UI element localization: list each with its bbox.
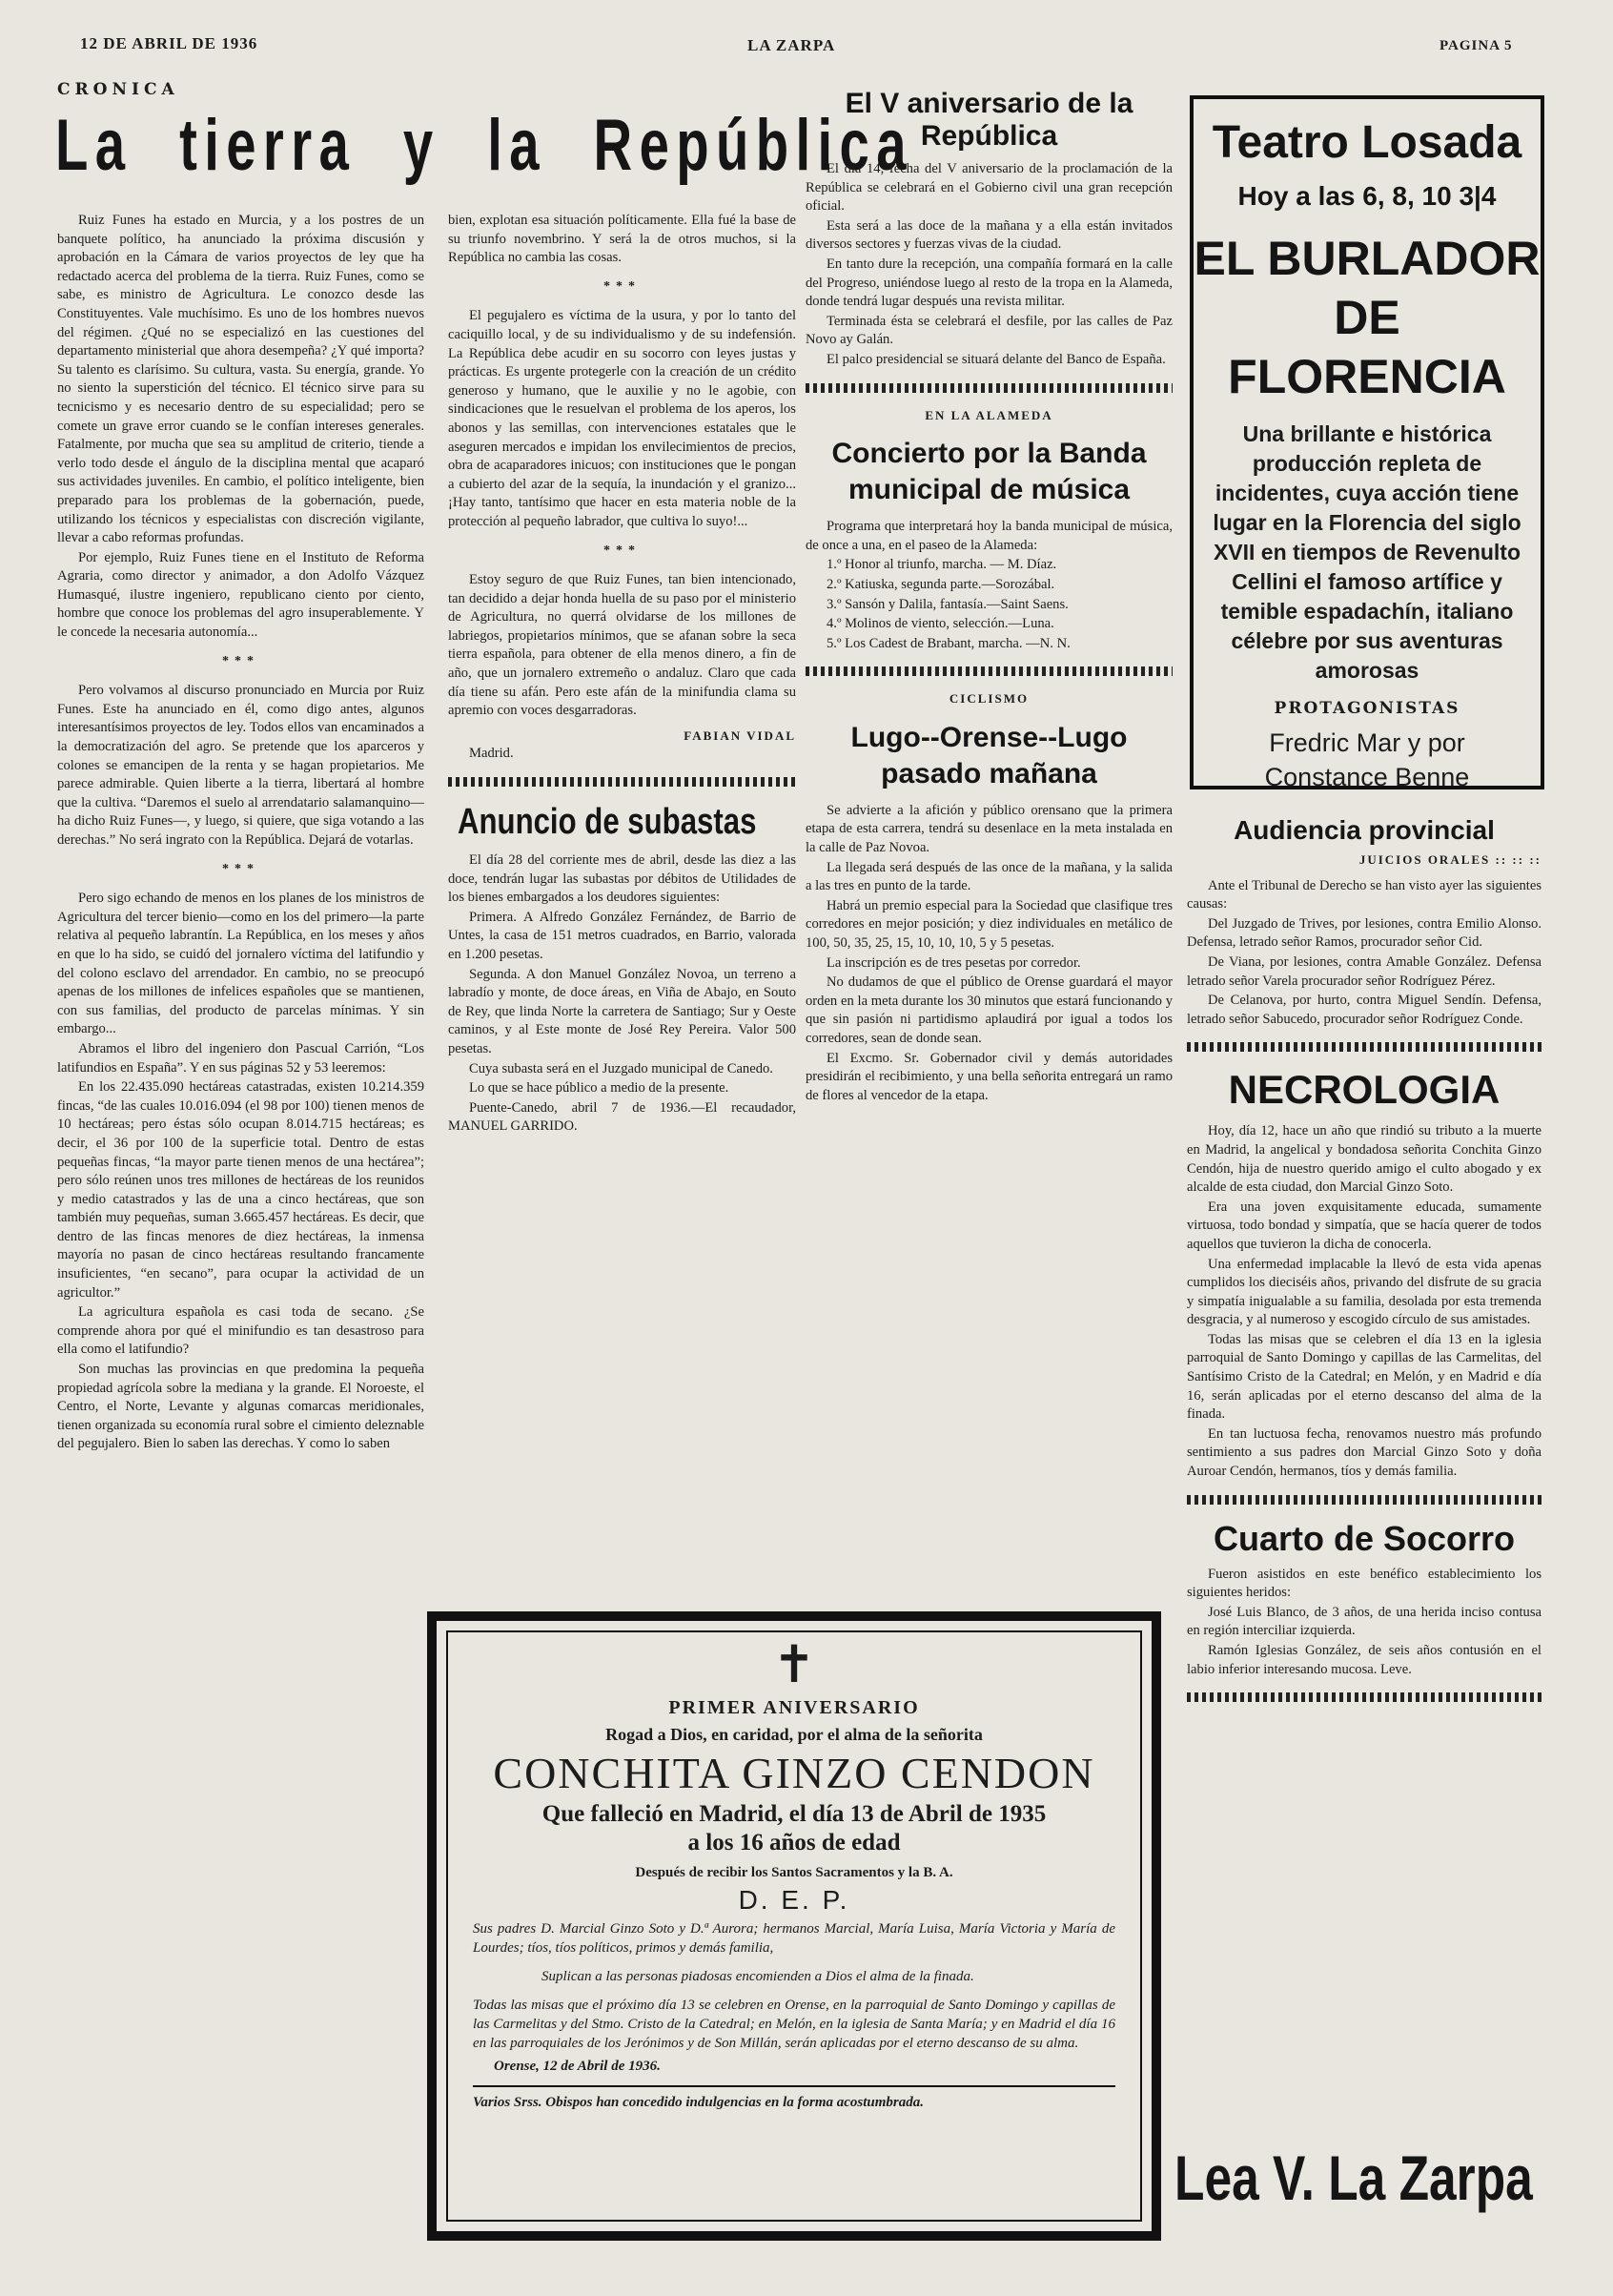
ciclismo-paragraph: La inscripción es de tres pesetas por corredor. [827,954,1081,971]
aniversario-paragraph: En tanto dure la recepción, una compañía formará en la calle del Progreso, uniéndose luego al resto de la tropa en la Alameda, donde tendrá lugar después una revista militar. [806,256,1173,310]
audiencia-paragraph: Del Juzgado de Trives, por lesiones, contra Emilio Alonso. Defensa, letrado señor Ramos, procurador señor Cid. [1187,915,1542,951]
cronica-signature: FABIAN VIDAL [684,728,796,743]
esquela-title: PRIMER ANIVERSARIO [668,1697,920,1718]
socorro-paragraph: José Luis Blanco, de 3 años, de una herida inciso contusa en región interciliar izquierda. [1187,1604,1542,1639]
cronica-paragraph: Pero volvamos al discurso pronunciado en Murcia por Ruiz Funes. Este ha anunciado en él, como digo antes, algunos interesantísimos proyectos de ley. Todos ellos van encaminados a la democratización del agro. Se pretende que los aparceros y colones se emancipen de la renta y se hagan propietarios. Me parece admirable. Quien liberte a la tierra, libertará al hombre que la cultiva. “Daremos el suelo al arrendatario salamanquino—ha dicho Ruiz Funes—, y luego, si quiere, que siga votando a las derechas.” No será ingrato con la República. Dejará de votarlas. [57,683,424,848]
subastas-paragraph: Puente-Canedo, abril 7 de 1936.—El recaudador, MANUEL GARRIDO. [448,1099,796,1135]
separator-dashes [1187,1495,1542,1505]
esquela-box [427,1611,1161,2241]
audiencia-paragraph: Ante el Tribunal de Derecho se han visto ayer las siguientes causas: [1187,877,1542,912]
cronica-place: Madrid. [469,746,514,762]
cross-icon: ✝ [772,1634,816,1694]
separator-dashes [806,666,1173,676]
necrologia-paragraph: Hoy, día 12, hace un año que rindió su tributo a la muerte en Madrid, la angelical y bondadosa señorita Conchita Ginzo Cendón, hija de nuestro querido amigo el culto abogado y ex alcalde de esta ciudad, don Marcial Ginzo Soto. [1187,1123,1542,1196]
esquela-fecha: Orense, 12 de Abril de 1936. [494,2059,661,2074]
cronica-column-2 [448,212,796,1138]
subastas-paragraph: El día 28 del corriente mes de abril, desde las diez a las doce, tendrán lugar las subastas por débitos de Utilidades de los bienes embargados a los deudores siguientes: [448,852,796,906]
separator-stars: *** [603,278,641,294]
esquela-dep: D. E. P. [738,1885,850,1915]
audiencia-sub: JUICIOS ORALES :: :: :: [1358,852,1542,867]
separator-stars: *** [222,653,259,668]
esquela-ruego: Rogad a Dios, en caridad, por el alma de la señorita [605,1725,983,1744]
column-3 [806,88,1173,1106]
concierto-item: 2.º Katiuska, segunda parte.—Sorozábal. [827,576,1055,592]
necrologia-paragraph: En tan luctuosa fecha, renovamos nuestro más profundo sentimiento a sus padres don Marcial Ginzo Soto y doña Auroar Cendón, hermanos, tíos y demás familia. [1187,1425,1542,1480]
header-title: LA ZARPA [747,36,836,54]
concierto-item: 3.º Sansón y Dalila, fantasía.—Saint Saens. [827,596,1069,612]
audiencia-headline: Audiencia provincial [1234,815,1495,845]
concierto-intro: Programa que interpretará hoy la banda municipal de música, de once a una, en el paseo de la Alameda: [806,519,1173,553]
necrologia-paragraph: Todas las misas que se celebren el día 13 en la iglesia parroquial de Santo Domingo y capillas de las Carmelitas, del Santísimo Cristo de la Catedral; en Melón, y en Madrid e día 16, serán aplicadas por el eterno descanso del alma de la finada. [1187,1331,1542,1423]
film-title-line1: EL BURLADOR [1194,232,1541,285]
concierto-item: 5.º Los Cadest de Brabant, marcha. —N. N. [827,635,1071,651]
actor-line-2: Constance Benne [1264,763,1470,791]
ciclismo-paragraph: Se advierte a la afición y público orensano que la primera etapa de esta carrera, tendrá su desenlace en la meta instalada en la calle de Paz Novoa. [806,802,1173,856]
actor-line-1: Fredric Mar y por [1269,728,1465,757]
teatro-times: Hoy a las 6, 8, 10 3|4 [1237,181,1497,211]
cronica-paragraph: Ruiz Funes ha estado en Murcia, y a los postres de un banquete político, ha anunciado la próxima discusión y aprobación en la Cámara de varios proyectos de ley que ha redactado acerca del problema de la tierra. Ruiz Funes, como se sabe, es ministro de Agricultura. Le conozco desde las Constituyentes. Vale muchísimo. Es uno de los hombres nuevos del régimen. ¿Qué no se especializó en las cuestiones del departamento ministerial que ahora desempeña? ¿Y qué importa? Su talento es clarísimo. Su cultura, vasta. Su energía, grande. Yo no siento la superstición del técnico. El técnico sirve para su tecnicismo y es necesario dentro de su especialidad; pero se comete un grave error cuando se le confían intereses generales. Fatalmente, por mucha que sea su amplitud de criterio, tiende a verlo todo desde el ángulo de la disciplina mental que acaparó sus actividades juveniles. En cambio, el político inteligente, bien preparado para los problemas de la gobernación, puede, utilizando los técnicos y especialistas con discreción vigilante, llevar a cabo reformas profundas. [57,213,424,546]
socorro-paragraph: Ramón Iglesias González, de seis años contusión en el labio inferior interesando mucosa. Leve. [1187,1643,1542,1677]
subastas-paragraph: Lo que se hace público a medio de la presente. [469,1080,729,1097]
subastas-paragraph: Segunda. A don Manuel González Novoa, un terreno a labradío y monte, de doce áreas, en Viña de Abajo, en Souto de Rey, que linda Norte la carretera de Santiago; Sur y Oeste caminos, y al Este monte de José Rey Pereira. Valor 500 pesetas. [448,966,796,1056]
teatro-ad [1190,95,1544,789]
subastas-paragraph: Primera. A Alfredo González Fernández, de Barrio de Untes, la casa de 151 metros cuadrados, en Barrio, valorada en 1.200 pesetas. [448,909,796,962]
separator-dashes [448,777,796,787]
separator-stars: *** [603,543,641,558]
socorro-paragraph: Fueron asistidos en este benéfico establecimiento los siguientes heridos: [1187,1566,1542,1601]
cronica-headline: La tierra y la República [55,105,913,186]
esquela-name: CONCHITA GINZO CENDON [493,1749,1095,1797]
aniversario-paragraph: El palco presidencial se situará delante del Banco de España. [827,351,1166,367]
separator-dashes [806,383,1173,393]
cronica-paragraph: Abramos el libro del ingeniero don Pascual Carrión, “Los latifundios en España”. Y en sus páginas 52 y 53 leeremos: [57,1040,424,1076]
film-description: Una brillante e histórica producción repleta de incidentes, cuya acción tiene lugar en la Florencia del siglo XVII en tiempos de Revenulto Cellini el famoso artífice y temible espadachín, italiano célebre por sus aventuras amorosas [1213,421,1521,683]
cronica-paragraph: Por ejemplo, Ruiz Funes tiene en el Instituto de Reforma Agraria, como director y animador, a don Adolfo Vázquez Humasqué, ilustre ingeniero, republicano ciento por ciento, hombre que conoce los problemas del agro insuperablemente. Y le concede la necesaria autonomía... [57,549,424,641]
socorro-headline: Cuarto de Socorro [1213,1518,1516,1558]
concierto-item: 1.º Honor al triunfo, marcha. — M. Díaz. [827,557,1057,573]
cronica-paragraph: bien, explotan esa situación políticamente. Ella fué la base de su triunfo novembrino. Y será la de otros muchos, si la República no cambia las cosas. [448,213,796,266]
subastas-paragraph: Cuya subasta será en el Juzgado municipal de Canedo. [469,1060,773,1076]
aniversario-paragraph: Terminada ésta se celebrará el desfile, por las calles de Paz Novo ay Galán. [806,313,1173,348]
esquela-obispos: Varios Srss. Obispos han concedido indulgencias en la forma acostumbrada. [473,2095,924,2110]
ciclismo-headline: Lugo--Orense--Lugo pasado mañana [850,721,1128,789]
column-4 [1187,814,1542,1715]
cronica-paragraph: Son muchas las provincias en que predomina la pequeña propiedad agrícola sobre la mediana y la grande. El Noroeste, el Centro, el Norte, Levante y algunas comarcas meridionales, tienen organizada su economía rural sobre el cimiento deleznable del pegujalero. Bien lo saben las derechas. Y como lo saben [57,1362,424,1452]
cronica-paragraph: En los 22.435.090 hectáreas catastradas, existen 10.214.359 fincas, “de las cuales 10.016.094 (el 98 por 100) tienen menos de 10 hectáreas; pero éstas sólo ocupan 8.014.715 hectáreas; es decir, el 36 por 100 de la superficie total. Dentro de estas pequeñas fincas, “la mayor parte tienen menos de una hectárea”; pero sólo reúnen unos tres millones de hectáreas de los reunidos y medio catastrados y las de una a cinco hectáreas, que son también muy pequeñas, suman 3.665.457 hectáreas. Es decir, que dentro de las fincas menores de diez hectáreas, la inmensa mayoría no pasan de cinco hectáreas resultando francamente insuficientes, “en secano”, para ocupar la actividad de un agricultor.” [57,1079,424,1301]
concierto-item: 4.º Molinos de viento, selección.—Luna. [827,616,1054,632]
esquela-sacramentos: Después de recibir los Santos Sacramentos y la B. A. [635,1865,953,1880]
ciclismo-paragraph: Habrá un premio especial para la Sociedad que clasifique tres corredores en mejor posición; y diez individuales en metálico de 100, 50, 35, 25, 15, 10, 10, 10, 5 y 5 pesetas. [806,897,1173,952]
esquela-fallecio-2: a los 16 años de edad [687,1830,901,1855]
concierto-headline: Concierto por la Banda municipal de música [831,438,1147,506]
separator-dashes [1187,1692,1542,1702]
ciclismo-paragraph: La llegada será después de las once de la mañana, y la salida a las tres en punto de la tarde. [806,859,1173,894]
cronica-paragraph: El pegujalero es víctima de la usura, y por lo tanto del caciquillo local, y de su individualismo y de su indefensión. La República debe acudir en su socorro con leyes justas y prácticas. Es urgente protegerle con la creación de un crédito generoso y humano, que le auxilie y no le agobie, con sindicaciones que le resuelvan el problema de los aperos, los abonos y las semillas, con intervenciones estatales que le aseguren mercados e impidan los envilecimientos de precios, obra de acaparadores inicuos; con instituciones que le pongan a cubierto del azar de la sequía, la inundación y el granizo... ¡Hay tanto, tantísimo que hacer en esta materia noble de la protección al pequeño labrador, que cultiva lo suyo!... [448,308,796,529]
aniversario-paragraph: El día 14, fecha del V aniversario de la proclamación de la República se celebrará en el Gobierno civil una gran recepción oficial. [806,161,1173,215]
cronica-paragraph: Estoy seguro de que Ruiz Funes, tan bien intencionado, tan decidido a dejar honda huella de su paso por el ministerio de Agricultura, no querrá olvidarse de los millones de labriegos, propietarios mínimos, que se afanan sobre la seca tierra española, para obtener de ella menos dinero, a fin de año, que un jornalero extremeño o andaluz. Claro que cada día tiene su afán. Pero este afán de la minifundia clama su apremio con voces desgarradoras. [448,572,796,719]
lea-la-zarpa: Lea V. La Zarpa [1174,2142,1533,2213]
esquela-padres: Sus padres D. Marcial Ginzo Soto y D.ª Aurora; hermanos Marcial, María Luisa, María Victoria y María de Lourdes; tíos, tíos políticos, primos y demás familia, [473,1921,1115,1956]
necrologia-headline: NECROLOGIA [1228,1067,1501,1113]
ciclismo-paragraph: No dudamos de que el público de Orense guardará el mayor orden en la meta durante los 30 minutos que estará funcionando y que sin pasión ni partidismo aplaudirá por igual a todos los corredores, sean de donde sean. [806,974,1173,1046]
cronica-column-1 [57,212,424,1455]
aniversario-paragraph: Esta será a las doce de la mañana y a ella están invitados diversos sectores y fuerzas vivas de la ciudad. [806,217,1173,253]
necrologia-paragraph: Una enfermedad implacable la llevó de esta vida apenas cumplidos los dieciséis años, privando del disfrute de su gracia y simpatía inigualable a su familia, desolada por esta tremenda desgracia, y al numeroso y escogido círculo de sus amistades. [1187,1256,1542,1328]
esquela-suplican: Suplican a las personas piadosas encomienden a Dios el alma de la finada. [541,1969,974,1984]
concierto-section: EN LA ALAMEDA [925,407,1053,422]
ciclismo-section: CICLISMO [949,691,1030,707]
protagonistas-label: PROTAGONISTAS [1274,699,1460,718]
necrologia-paragraph: Era una joven exquisitamente educada, sumamente virtuosa, todo bondad y simpatía, que se hacía querer de todos aquellos que tuvieron la dicha de conocerla. [1187,1199,1542,1252]
esquela-fallecio-1: Que falleció en Madrid, el día 13 de Abril de 1935 [541,1801,1047,1827]
header-date: 12 DE ABRIL DE 1936 [80,34,258,52]
aniversario-headline: El V aniversario de la República [845,88,1133,152]
ciclismo-paragraph: El Excmo. Sr. Gobernador civil y demás autoridades presidirán el recibimiento, y una bella señorita entregará un ramo de flores al vencedor de la etapa. [806,1050,1173,1103]
audiencia-paragraph: De Viana, por lesiones, contra Amable González. Defensa letrado señor Varela procurador señor Rodríguez Pérez. [1187,953,1542,989]
film-title-line2: DE FLORENCIA [1228,291,1506,403]
separator-stars: *** [222,861,259,876]
teatro-name: Teatro Losada [1212,117,1522,168]
cronica-paragraph: Pero sigo echando de menos en los planes de los ministros de Agricultura del tercer bienio—como en los del primero—la parte relativa al pequeño labrantín. La República, en los meses y años en que lo ha sido, se cuidó del jornalero víctima del latifundio y del colono esclavo del arrendador. En cambio, no se preocupó apenas de los millones de infelices españoles que se mantienen, con sus familias, del producto de parcelas mínimas. Y sin embargo... [57,891,424,1037]
esquela-misas: Todas las misas que el próximo día 13 se celebren en Orense, en la parroquial de Santo Domingo y capillas de las Carmelitas y del Stmo. Cristo de la Catedral; en Melón, en la iglesia de Santa María; y en Madrid el día 16 en las parroquiales de los Jerónimos y de Son Millán, serán aplicadas por el eterno descanso de su alma. [473,1998,1115,2051]
subastas-headline: Anuncio de subastas [458,802,757,843]
cronica-label: CRONICA [57,80,179,99]
header-page: PAGINA 5 [1439,38,1513,53]
separator-dashes [1187,1042,1542,1052]
cronica-paragraph: La agricultura española es casi toda de secano. ¿Se comprende ahora por qué el minifundio es tan desastroso para ella como el latifundio? [57,1304,424,1358]
audiencia-paragraph: De Celanova, por hurto, contra Miguel Sendín. Defensa, letrado señor Sabucedo, procurador señor Rodríguez Conde. [1187,993,1542,1027]
